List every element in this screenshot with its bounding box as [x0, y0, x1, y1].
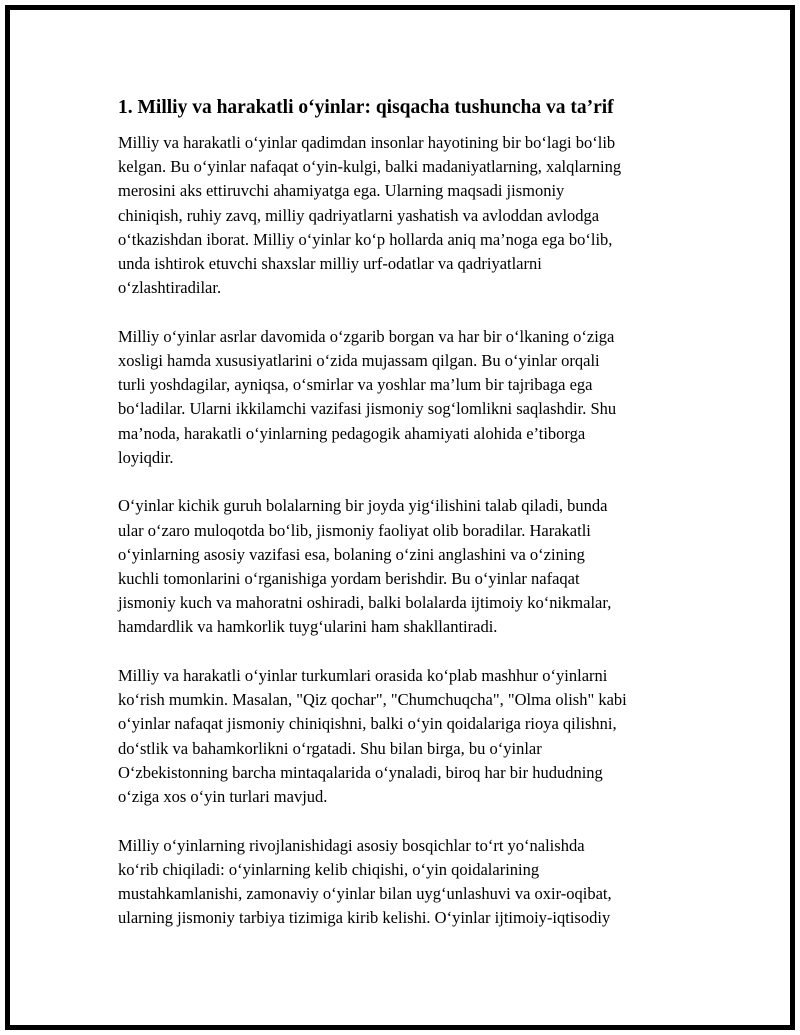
- paragraph-1: Milliy va harakatli o‘yinlar qadimdan insonlar hayotining bir bo‘lagi bo‘lib kelgan. Bu o‘yinlar nafaqat o‘yin-kulgi, balki madaniyatlarning, xalqlarning merosini aks ettiruvchi ahamiyatga ega. Ularning maqsadi jismoniy chiniqish, ruhiy zavq, milliy qadriyatlarni yashatish va avloddan avlodga o‘tkazishdan iborat. Milliy o‘yinlar ko‘p hollarda aniq ma’noga ega bo‘lib, unda ishtirok etuvchi shaxslar milliy urf-odatlar va qadriyatlarni o‘zlashtiradilar.: [118, 133, 622, 298]
- section-heading: 1. Milliy va harakatli o‘yinlar: qisqacha tushuncha va ta’rif: [118, 97, 614, 118]
- paragraph-2: Milliy o‘yinlar asrlar davomida o‘zgarib borgan va har bir o‘lkaning o‘ziga xosligi hamda xususiyatlarini o‘zida mujassam qilgan. Bu o‘yinlar orqali turli yoshdagilar, ayniqsa, o‘smirlar va yoshlar ma’lum bir tajribaga ega bo‘ladilar. Ularni ikkilamchi vazifasi jismoniy sog‘lomlikni saqlashdir. Shu ma’noda, harakatli o‘yinlarning pedagogik ahamiyati alohida e’tiborga loyiqdir.: [118, 326, 617, 467]
- document-body: [118, 94, 693, 955]
- paragraph-3: O‘yinlar kichik guruh bolalarning bir joyda yig‘ilishini talab qiladi, bunda ular o‘zaro muloqotda bo‘lib, jismoniy faoliyat olib boradilar. Harakatli o‘yinlarning asosiy vazifasi esa, bolaning o‘zini anglashini va o‘zining kuchli tomonlarini o‘rganishiga yordam berishdir. Bu o‘yinlar nafaqat jismoniy kuch va mahoratni oshiradi, balki bolalarda ijtimoiy ko‘nikmalar, hamdardlik va hamkorlik tuyg‘ularini ham shakllantiradi.: [118, 496, 612, 637]
- paragraph-4: Milliy va harakatli o‘yinlar turkumlari orasida ko‘plab mashhur o‘yinlarni ko‘rish mumkin. Masalan, "Qiz qochar", "Chumchuqcha", "Olma olish" kabi o‘yinlar nafaqat jismoniy chiniqishni, balki o‘yin qoidalariga rioya qilishni, do‘stlik va bahamkorlikni o‘rgatadi. Shu bilan birga, bu o‘yinlar O‘zbekistonning barcha mintaqalarida o‘ynaladi, biroq har bir hududning o‘ziga xos o‘yin turlari mavjud.: [118, 666, 627, 807]
- paragraph-5: Milliy o‘yinlarning rivojlanishidagi asosiy bosqichlar to‘rt yo‘nalishda ko‘rib chiqiladi: o‘yinlarning kelib chiqishi, o‘yin qoidalarining mustahkamlanishi, zamonaviy o‘yinlar bilan uyg‘unlashuvi va oxir-oqibat, ularning jismoniy tarbiya tizimiga kirib kelishi. O‘yinlar ijtimoiy-iqtisodiy: [118, 835, 612, 928]
